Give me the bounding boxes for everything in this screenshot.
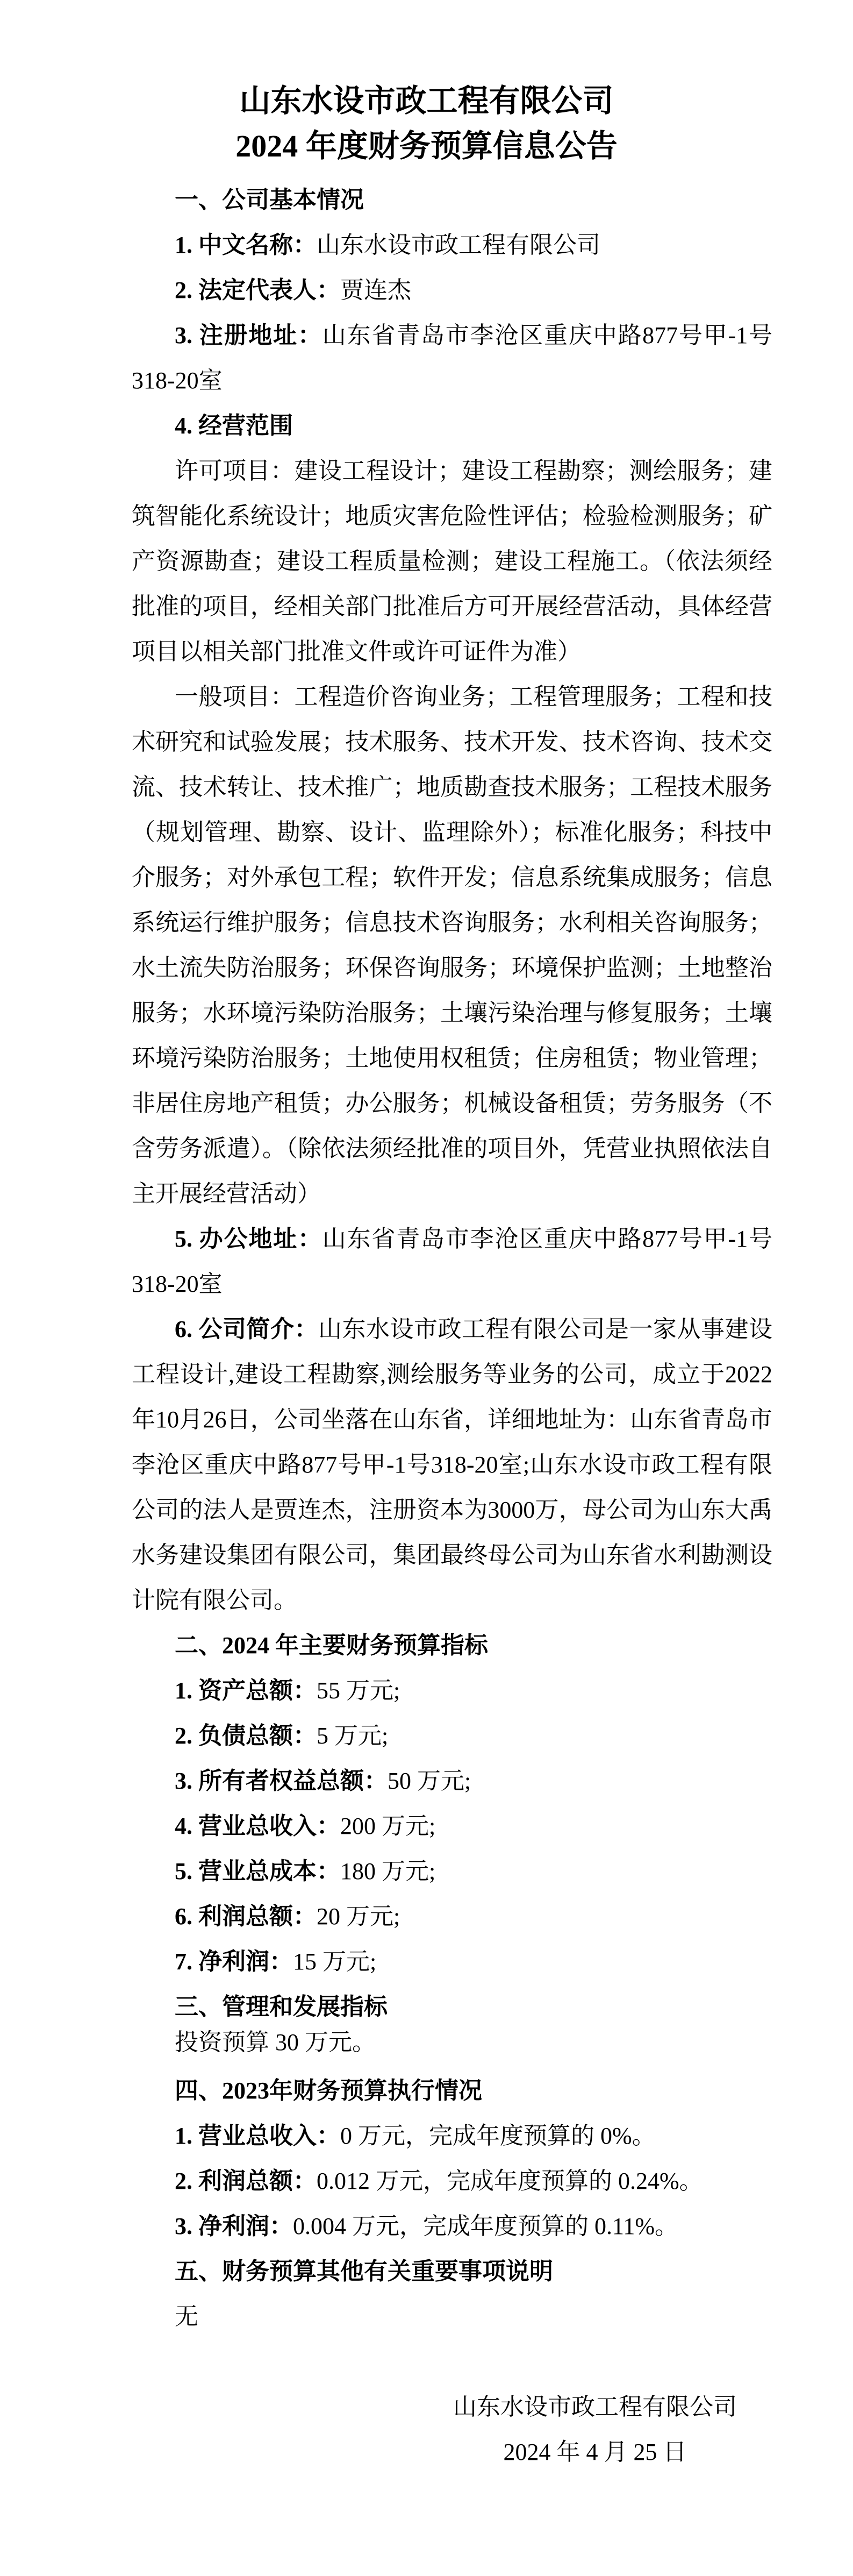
item-label: 5. 营业总成本： — [175, 1858, 340, 1884]
doc-item — [132, 1713, 772, 1759]
item-label: 4. 经营范围 — [175, 412, 293, 439]
doc-item — [132, 1804, 772, 1849]
section-heading-2: 二、2024 年主要财务预算指标 — [175, 1632, 488, 1659]
doc-item — [132, 223, 772, 268]
doc-item — [132, 268, 772, 313]
item-label: 1. 资产总额： — [175, 1677, 317, 1704]
item-value: 15 万元; — [293, 1948, 377, 1975]
item-label: 3. 注册地址： — [175, 322, 322, 348]
signature-date: 2024 年 4 月 25 日 — [503, 2439, 687, 2465]
item-value: 0.004 万元，完成年度预算的 0.11%。 — [293, 2213, 679, 2239]
doc-item — [132, 2294, 772, 2339]
doc-item — [132, 1939, 772, 1984]
item-value: 200 万元; — [340, 1813, 436, 1839]
item-value: 山东省青岛市李沧区重庆中路877号甲-1号318-20室 — [132, 1226, 773, 1297]
item-value: 投资预算 30 万元。 — [175, 2029, 376, 2055]
doc-title-line-2: 2024 年度财务预算信息公告 — [235, 129, 618, 163]
item-label: 7. 净利润： — [175, 1948, 293, 1975]
item-label: 2. 利润总额： — [175, 2168, 317, 2194]
item-label: 5. 办公地址： — [175, 1226, 322, 1252]
doc-item — [132, 1759, 772, 1804]
item-label: 2. 法定代表人： — [175, 277, 340, 303]
doc-item — [132, 2114, 772, 2159]
doc-item — [132, 1894, 772, 1939]
item-value: 一般项目：工程造价咨询业务；工程管理服务；工程和技术研究和试验发展；技术服务、技术开发、技术咨询、技术交流、技术转让、技术推广；地质勘查技术服务；工程技术服务（规划管理、勘察、设计、监理除外）；标准化服务；科技中介服务；对外承包工程；软件开发；信息系统集成服务；信息系统运行维护服务；信息技术咨询服务；水利相关咨询服务；水土流失防治服务；环保咨询服务；环境保护监测；土地整治服务；水环境污染防治服务；土壤污染治理与修复服务；土壤环境污染防治服务；土地使用权租赁；住房租赁；物业管理；非居住房地产租赁；办公服务；机械设备租赁；劳务服务（不含劳务派遣）。（除依法须经批准的项目外，凭营业执照依法自主开展经营活动） — [132, 684, 772, 1207]
item-value: 0.012 万元，完成年度预算的 0.24%。 — [317, 2168, 703, 2194]
item-label: 2. 负债总额： — [175, 1723, 317, 1749]
doc-item — [132, 449, 772, 674]
item-value: 山东省青岛市李沧区重庆中路877号甲-1号318-20室 — [132, 322, 773, 394]
item-value: 55 万元; — [317, 1677, 400, 1704]
doc-item — [132, 1307, 772, 1623]
item-value: 无 — [175, 2303, 198, 2330]
item-label: 1. 营业总收入： — [175, 2123, 340, 2149]
doc-item — [132, 313, 772, 403]
doc-item — [132, 2204, 772, 2249]
item-value: 山东水设市政工程有限公司是一家从事建设工程设计,建设工程勘察,测绘服务等业务的公司，成立于2022年10月26日，公司坐落在山东省，详细地址为：山东省青岛市李沧区重庆中路877号甲-1号318-20室;山东水设市政工程有限公司的法人是贾连杰，注册资本为3000万，母公司为山东大禹水务建设集团有限公司，集团最终母公司为山东省水利勘测设计院有限公司。 — [132, 1316, 772, 1613]
item-label: 3. 所有者权益总额： — [175, 1768, 388, 1794]
doc-item — [132, 1849, 772, 1894]
section-heading-1: 一、公司基本情况 — [175, 187, 364, 213]
item-value: 5 万元; — [317, 1723, 389, 1749]
doc-item — [132, 2020, 772, 2065]
section-heading-3: 三、管理和发展指标 — [175, 1994, 388, 2020]
item-label: 6. 公司简介： — [175, 1316, 318, 1342]
doc-title — [0, 79, 853, 169]
item-label: 3. 净利润： — [175, 2213, 293, 2239]
item-label: 1. 中文名称： — [175, 232, 317, 258]
item-label: 6. 利润总额： — [175, 1903, 317, 1930]
doc-item — [132, 1668, 772, 1713]
item-value: 许可项目：建设工程设计；建设工程勘察；测绘服务；建筑智能化系统设计；地质灾害危险性评估；检验检测服务；矿产资源勘查；建设工程质量检测；建设工程施工。（依法须经批准的项目，经相关部门批准后方可开展经营活动，具体经营项目以相关部门批准文件或许可证件为准） — [132, 458, 772, 665]
item-label: 4. 营业总收入： — [175, 1813, 340, 1839]
item-value: 贾连杰 — [340, 277, 411, 303]
signature-inner — [453, 2385, 737, 2475]
doc-title-line-1: 山东水设市政工程有限公司 — [239, 83, 614, 118]
item-value: 20 万元; — [317, 1903, 400, 1930]
doc-item — [132, 403, 772, 449]
signature-company: 山东水设市政工程有限公司 — [453, 2394, 737, 2420]
doc-item — [132, 1216, 772, 1307]
item-value: 50 万元; — [388, 1768, 471, 1794]
item-value: 山东水设市政工程有限公司 — [317, 232, 600, 258]
signature-block — [132, 2385, 772, 2475]
section-heading-5: 五、财务预算其他有关重要事项说明 — [175, 2258, 553, 2285]
section-heading-4: 四、2023年财务预算执行情况 — [175, 2077, 482, 2104]
doc-item — [132, 2159, 772, 2204]
doc-item — [132, 674, 772, 1216]
item-value: 180 万元; — [340, 1858, 436, 1884]
item-value: 0 万元，完成年度预算的 0%。 — [340, 2123, 656, 2149]
